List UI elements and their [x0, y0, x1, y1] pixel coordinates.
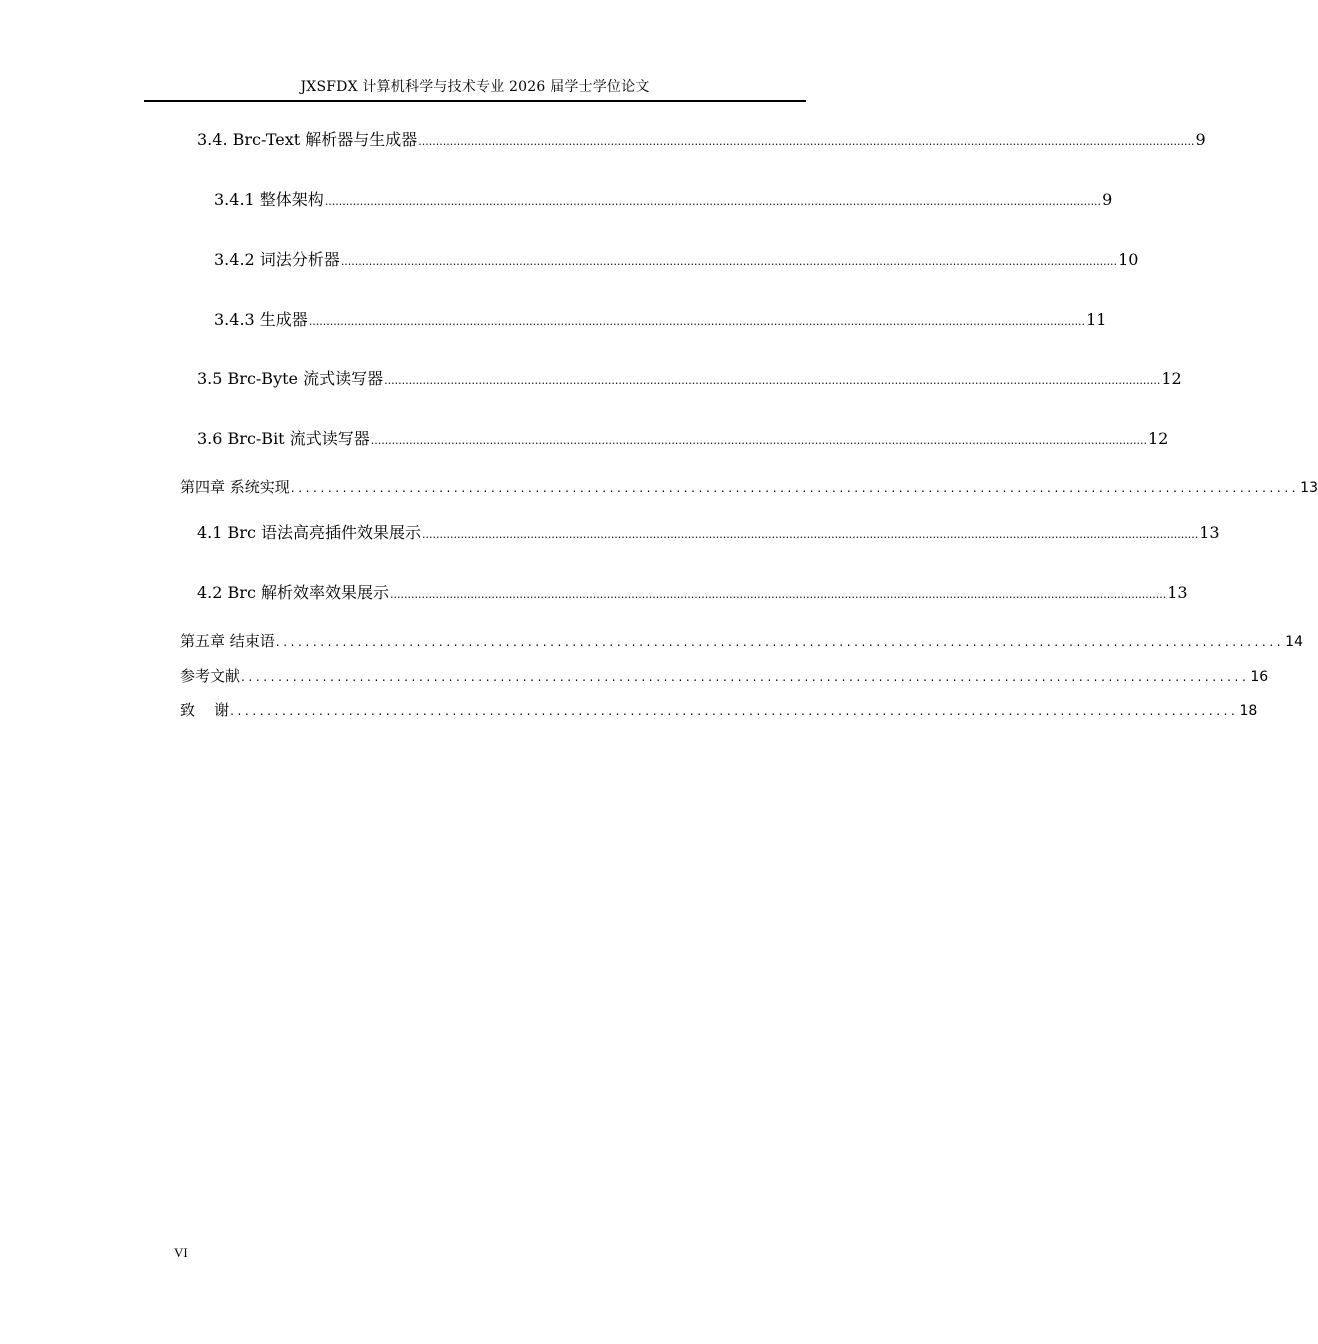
toc-entry-label: 第五章 结束语 — [180, 632, 275, 650]
toc-dot-leader: .............................................................................................................................................................................................................................. — [370, 434, 1147, 447]
running-header: JXSFDX 计算机科学与技术专业 2026 届学士学位论文 — [300, 79, 650, 95]
toc-page-number: 14 — [1285, 634, 1303, 650]
toc-entry-3-6[interactable] — [197, 428, 1169, 452]
toc-dot-leader: .............................................................................................................................................................................................................................. — [340, 255, 1118, 268]
toc-dot-leader: .............................................................................................................................................................................................................................. — [324, 195, 1102, 208]
toc-dot-leader: .............................................................................................................................................................................................................................. — [390, 588, 1167, 601]
toc-page-number: 13 — [1199, 523, 1220, 542]
toc-page-number: 12 — [1161, 369, 1182, 388]
toc-entry-references[interactable] — [180, 666, 1269, 687]
toc-entry-label: 3.6 Brc-Bit 流式读写器 — [197, 429, 370, 448]
toc-dot-leader: .............................................................................................................................................................................................................................. — [418, 135, 1195, 148]
toc-page-number: 12 — [1147, 429, 1169, 448]
toc-entry-chapter-4[interactable] — [180, 477, 1318, 498]
header-divider — [144, 100, 806, 102]
toc-entry-label: 第四章 系统实现 — [180, 478, 290, 496]
toc-entry-label: 3.4.2 词法分析器 — [214, 250, 340, 269]
toc-entry-label: 3.5 Brc-Byte 流式读写器 — [197, 369, 384, 388]
toc-dot-leader: ........................................................................................................................................ — [230, 704, 1239, 718]
toc-page-number: 10 — [1118, 250, 1139, 269]
toc-entry-label: 3.4.3 生成器 — [214, 310, 308, 329]
toc-dot-leader: .............................................................................................................................................................................................................................. — [308, 315, 1086, 328]
toc-entry-label: 参考文献 — [180, 667, 241, 685]
toc-entry-label: 3.4. Brc-Text 解析器与生成器 — [197, 130, 418, 149]
toc-page-number: 13 — [1300, 480, 1318, 496]
toc-entry-3-4-3[interactable] — [214, 309, 1107, 333]
toc-entry-3-4-2[interactable] — [214, 249, 1139, 273]
toc-entry-acknowledgements[interactable] — [180, 700, 1258, 721]
page-number-footer: VI — [174, 1245, 188, 1260]
toc-dot-leader: ........................................................................................................................................ — [290, 481, 1300, 495]
toc-page-number: 16 — [1250, 669, 1269, 685]
toc-entry-chapter-5[interactable] — [180, 631, 1303, 652]
toc-entry-label: 4.1 Brc 语法高亮插件效果展示 — [197, 523, 421, 542]
toc-entry-3-4-1[interactable] — [214, 189, 1113, 213]
toc-entry-4-1[interactable] — [197, 522, 1220, 546]
toc-page-number: 13 — [1167, 583, 1188, 602]
toc-entry-label: 4.2 Brc 解析效率效果展示 — [197, 583, 389, 602]
toc-page-number: 11 — [1086, 310, 1107, 329]
toc-entry-4-2[interactable] — [197, 582, 1188, 606]
toc-page-number: 9 — [1102, 190, 1113, 209]
toc-entry-3-5[interactable] — [197, 368, 1182, 392]
toc-dot-leader: .............................................................................................................................................................................................................................. — [422, 528, 1199, 541]
toc-page-number: 18 — [1239, 703, 1258, 719]
toc-dot-leader: .............................................................................................................................................................................................................................. — [384, 374, 1161, 387]
toc-entry-label: 3.4.1 整体架构 — [214, 190, 324, 209]
toc-entry-label: 致 谢 — [180, 701, 230, 719]
toc-dot-leader: ........................................................................................................................................ — [275, 635, 1285, 649]
toc-dot-leader: ........................................................................................................................................ — [241, 670, 1250, 684]
toc-page-number: 9 — [1195, 130, 1206, 149]
toc-entry-3-4[interactable] — [197, 129, 1206, 153]
